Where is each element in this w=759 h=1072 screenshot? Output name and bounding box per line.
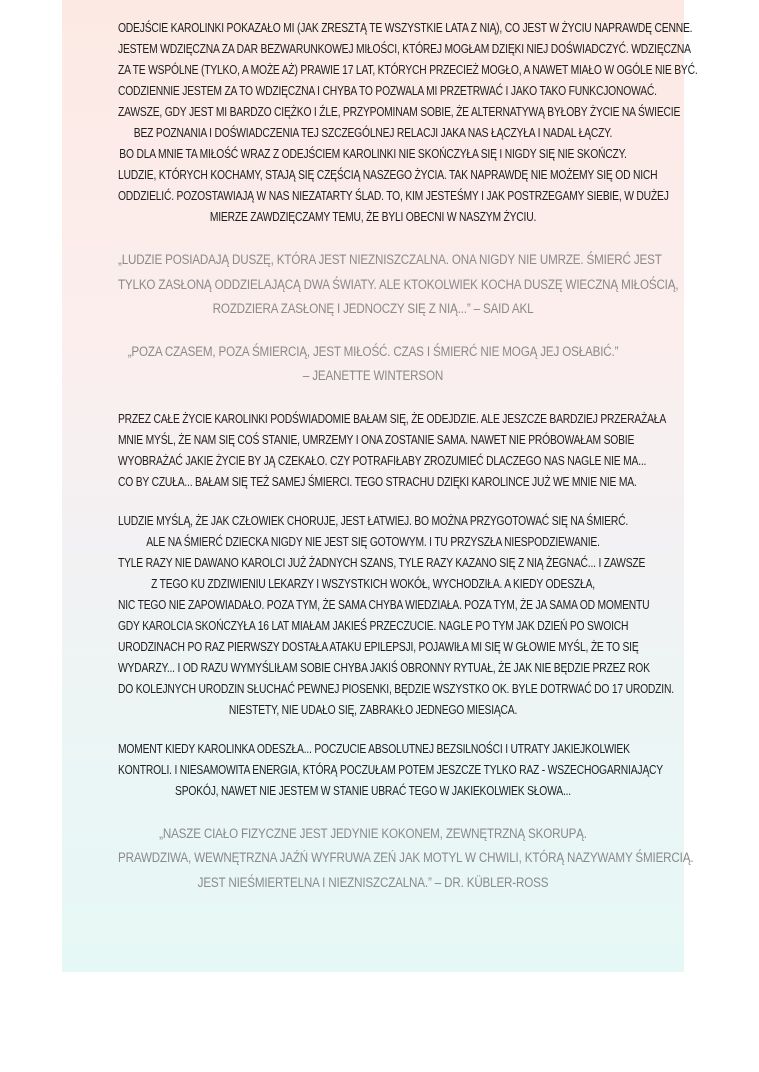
- spacer: [62, 802, 684, 822]
- text-line: BO DLA MNIE TA MIŁOŚĆ WRAZ Z ODEJŚCIEM KAROLINKI NIE SKOŃCZYŁA SIĘ I NIGDY SIĘ NIE SKOŃCZY.: [119, 147, 627, 161]
- quote-line: „LUDZIE POSIADAJĄ DUSZĘ, KTÓRA JEST NIEZNISZCZALNA. ONA NIGDY NIE UMRZE. ŚMIERĆ JEST: [117, 252, 662, 268]
- text-line: LUDZIE, KTÓRYCH KOCHAMY, STAJĄ SIĘ CZĘŚCIĄ NASZEGO ŻYCIA. TAK NAPRAWDĘ NIE MOŻEMY SIĘ OD NICH: [117, 168, 658, 182]
- paragraph-fear: [62, 409, 684, 493]
- text-line: Z TEGO KU ZDZIWIENIU LEKARZY I WSZYSTKICH WOKÓŁ, WYCHODZIŁA. A KIEDY ODESZŁA,: [151, 576, 595, 591]
- text-line: WYDARZY... I OD RAZU WYMYŚLIŁAM SOBIE CHYBA JAKIŚ OBRONNY RYTUAŁ, ŻE JAK NIE BĘDZIE PRZEZ ROK: [117, 660, 650, 675]
- text-line: ZA TE WSPÓLNE (TYLKO, A MOŻE AŻ) PRAWIE 17 LAT, KTÓRYCH PRZECIEŻ MOGŁO, A NAWET MIAŁO W OGÓLE NIE BYĆ.: [117, 63, 698, 77]
- quote-line: ROZDZIERA ZASŁONĘ I JEDNOCZY SIĘ Z NIĄ...” – SAID AKL: [212, 301, 534, 317]
- quote-line: JEST NIEŚMIERTELNA I NIEZNISZCZALNA.” – DR. KÜBLER-ROSS: [197, 874, 549, 891]
- spacer: [62, 389, 684, 409]
- quote-line: TYLKO ZASŁONĄ ODDZIELAJĄCĄ DWA ŚWIATY. ALE KTOKOLWIEK KOCHA DUSZĘ WIECZNĄ MIŁOŚCIĄ,: [117, 276, 679, 293]
- paragraph-gratitude: [62, 18, 698, 228]
- quote-line: „POZA CZASEM, POZA ŚMIERCIĄ, JEST MIŁOŚĆ. CZAS I ŚMIERĆ NIE MOGĄ JEJ OSŁABIĆ.”: [127, 343, 619, 360]
- text-line: SPOKÓJ, NAWET NIE JESTEM W STANIE UBRAĆ TEGO W JAKIEKOLWIEK SŁOWA...: [175, 783, 571, 798]
- text-line: PRZEZ CAŁE ŻYCIE KAROLINKI PODŚWIADOMIE BAŁAM SIĘ, ŻE ODEJDZIE. ALE JESZCZE BARDZIEJ PRZERAŻAŁA: [117, 411, 667, 426]
- text-line: LUDZIE MYŚLĄ, ŻE JAK CZŁOWIEK CHORUJE, JEST ŁATWIEJ. BO MOŻNA PRZYGOTOWAĆ SIĘ NA ŚMIERĆ.: [117, 513, 629, 528]
- text-line: WYOBRAŻAĆ JAKIE ŻYCIE BY JĄ CZEKAŁO. CZY POTRAFIŁABY ZROZUMIEĆ DLACZEGO NAS NAGLE NIE MA...: [117, 453, 647, 468]
- quote-line: „NASZE CIAŁO FIZYCZNE JEST JEDYNIE KOKONEM, ZEWNĘTRZNĄ SKORUPĄ.: [159, 825, 587, 842]
- text-line: ODDZIELIĆ. POZOSTAWIAJĄ W NAS NIEZATARTY ŚLAD. TO, KIM JESTEŚMY I JAK POSTRZEGAMY SIEBIE, W DUŻEJ: [117, 189, 669, 203]
- text-line: MIERZE ZAWDZIĘCZAMY TEMU, ŻE BYLI OBECNI W NASZYM ŻYCIU.: [209, 210, 537, 224]
- text-line: NIESTETY, NIE UDAŁO SIĘ, ZABRAKŁO JEDNEGO MIESIĄCA.: [228, 702, 518, 717]
- quote-said-akl: [62, 248, 684, 322]
- paragraph-unexpected: [62, 511, 684, 721]
- text-line: NIC TEGO NIE ZAPOWIADAŁO. POZA TYM, ŻE SAMA CHYBA WIEDZIAŁA. POZA TYM, ŻE JA SAMA OD MOMENTU: [117, 597, 650, 612]
- text-line: CODZIENNIE JESTEM ZA TO WDZIĘCZNA I CHYBA TO POZWALA MI PRZETRWAĆ I JAKO TAKO FUNKCJONOWAĆ.: [117, 84, 657, 98]
- quote-line: PRAWDZIWA, WEWNĘTRZNA JAŹŃ WYFRUWA ZEŃ JAK MOTYL W CHWILI, KTÓRĄ NAZYWAMY ŚMIERCIĄ.: [117, 850, 694, 866]
- text-line: MOMENT KIEDY KAROLINKA ODESZŁA... POCZUCIE ABSOLUTNEJ BEZSILNOŚCI I UTRATY JAKIEJKOLWIEK: [117, 741, 630, 756]
- text-line: ZAWSZE, GDY JEST MI BARDZO CIĘŻKO I ŹLE, PRZYPOMINAM SOBIE, ŻE ALTERNATYWĄ BYŁOBY ŻYCIE NA ŚWIECIE: [117, 105, 681, 119]
- text-line: CO BY CZUŁA... BAŁAM SIĘ TEŻ SAMEJ ŚMIERCI. TEGO STRACHU DZIĘKI KAROLINCE JUŻ WE MNIE NIE MA.: [117, 474, 637, 489]
- memorial-text-panel: [62, 0, 698, 972]
- spacer: [62, 493, 684, 511]
- quote-kubler-ross: [62, 822, 694, 896]
- spacer: [62, 322, 684, 340]
- text-line: DO KOLEJNYCH URODZIN SŁUCHAĆ PEWNEJ PIOSENKI, BĘDZIE WSZYSTKO OK. BYLE DOTRWAĆ DO 17 URODZIN.: [117, 681, 674, 696]
- spacer: [62, 228, 684, 248]
- text-line: GDY KAROLCIA SKOŃCZYŁA 16 LAT MIAŁAM JAKIEŚ PRZECZUCIE. NAGLE PO TYM JAK DZIEŃ PO SWOICH: [117, 618, 629, 633]
- text-line: ODEJŚCIE KAROLINKI POKAZAŁO MI (JAK ZRESZTĄ TE WSZYSTKIE LATA Z NIĄ), CO JEST W ŻYCIU NAPRAWDĘ CENNE.: [117, 21, 693, 35]
- text-line: TYLE RAZY NIE DAWANO KAROLCI JUŻ ŻADNYCH SZANS, TYLE RAZY KAZANO SIĘ Z NIĄ ŻEGNAĆ... I ZAWSZE: [117, 555, 646, 570]
- text-line: ALE NA ŚMIERĆ DZIECKA NIGDY NIE JEST SIĘ GOTOWYM. I TU PRZYSZŁA NIESPODZIEWANIE.: [146, 534, 600, 549]
- text-line: MNIE MYŚL, ŻE NAM SIĘ COŚ STANIE, UMRZEMY I ONA ZOSTANIE SAMA. NAWET NIE PRÓBOWAŁAM SOBIE: [117, 432, 635, 447]
- quote-line: – JEANETTE WINTERSON: [302, 368, 444, 384]
- text-line: JESTEM WDZIĘCZNA ZA DAR BEZWARUNKOWEJ MIŁOŚCI, KTÓREJ MOGŁAM DZIĘKI NIEJ DOŚWIADCZYĆ. WDZIĘCZNA: [117, 42, 691, 56]
- text-line: BEZ POZNANIA I DOŚWIADCZENIA TEJ SZCZEGÓLNEJ RELACJI JAKA NAS ŁĄCZYŁA I NADAL ŁĄCZY.: [133, 126, 613, 140]
- spacer: [62, 721, 684, 739]
- text-line: KONTROLI. I NIESAMOWITA ENERGIA, KTÓRĄ POCZUŁAM POTEM JESZCZE TYLKO RAZ - WSZECHOGARNIAJĄCY: [117, 762, 663, 777]
- quote-jeanette-winterson: [62, 340, 684, 389]
- text-line: URODZINACH PO RAZ PIERWSZY DOSTAŁA ATAKU EPILEPSJI, POJAWIŁA MI SIĘ W GŁOWIE MYŚL, ŻE TO SIĘ: [117, 639, 639, 654]
- paragraph-moment: [62, 739, 684, 802]
